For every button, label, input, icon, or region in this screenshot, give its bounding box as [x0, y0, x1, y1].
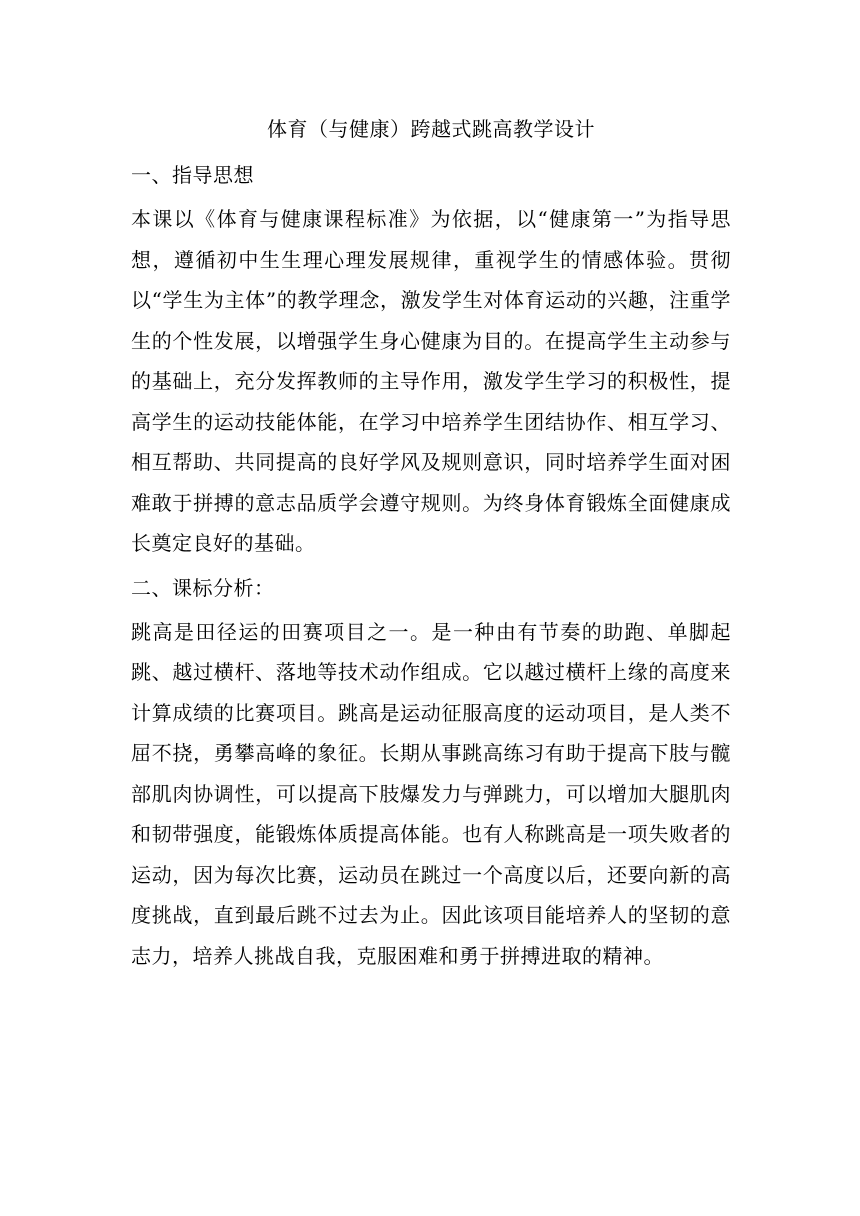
section-paragraph-curriculum-analysis: 跳高是田径运的田赛项目之一。是一种由有节奏的助跑、单脚起跳、越过横杆、落地等技术动作组成。它以越过横杆上缘的高度来计算成绩的比赛项目。跳高是运动征服高度的运动项目，是人类不屈不挠，勇攀高峰的象征。长期从事跳高练习有助于提高下肢与髋部肌肉协调性，可以提高下肢爆发力与弹跳力，可以增加大腿肌肉和韧带强度，能锻炼体质提高体能。也有人称跳高是一项失败者的运动，因为每次比赛，运动员在跳过一个高度以后，还要向新的高度挑战，直到最后跳不过去为止。因此该项目能培养人的坚韧的意志力，培养人挑战自我，克服困难和勇于拼搏进取的精神。 — [131, 619, 731, 968]
section-heading-curriculum-analysis: 二、课标分析： — [131, 575, 275, 600]
section-heading-guiding-ideology: 一、指导思想 — [131, 163, 254, 187]
document-title: 体育（与健康）跨越式跳高教学设计 — [267, 117, 595, 141]
section-paragraph-guiding-ideology: 本课以《体育与健康课程标准》为依据，以“健康第一”为指导思想，遵循初中生生理心理发展规律，重视学生的情感体验。贯彻以“学生为主体”的教学理念，激发学生对体育运动的兴趣，注重学生的个性发展，以增强学生身心健康为目的。在提高学生主动参与的基础上，充分发挥教师的主导作用，激发学生学习的积极性，提高学生的运动技能体能，在学习中培养学生团结协作、相互学习、相互帮助、共同提高的良好学风及规则意识，同时培养学生面对困难敢于拼搏的意志品质学会遵守规则。为终身体育锻炼全面健康成长奠定良好的基础。 — [131, 207, 731, 555]
document-body — [131, 109, 731, 976]
